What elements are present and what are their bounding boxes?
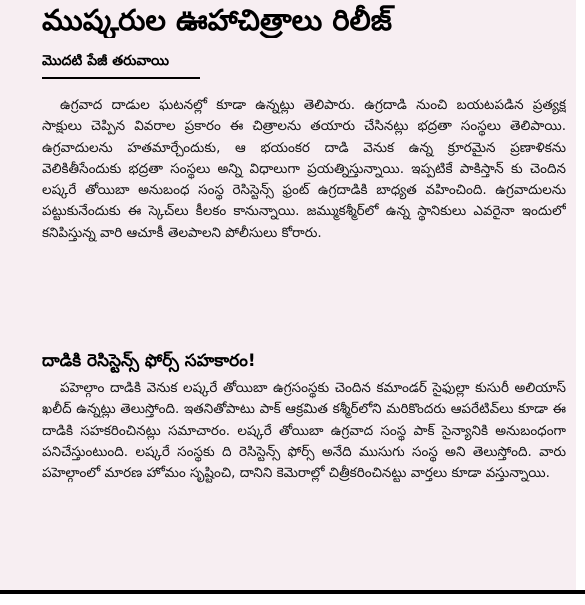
headline: ముష్కరుల ఊహాచిత్రాలు రిలీజ్: [42, 3, 392, 37]
subheading: దాడికి రెసిస్టెన్స్ ఫోర్స్ సహకారం!: [42, 351, 256, 371]
bottom-margin: [0, 594, 585, 605]
clipping-right-margin: [576, 0, 585, 590]
article-paragraph-2: పహెల్గాం దాడికి వెనుక లష్కరే తోయిబా ఉగ్రసంస్థకు చెందిన కమాండర్ సైఫుల్లా కుసురీ అలియాస్ ఖలీద్ ఉన్నట్లు తెలుస్తోంది. ఇతనితోపాటు పాక్ ఆక్రమిత కశ్మీర్‌లోని మరికొందరు ఆపరేటివ్‌లు కూడా ఈ దాడికి సహకరించినట్లు సమాచారం. లష్కరే తోయిబా ఉగ్రవాద సంస్థ పాక్ సైన్యానికి అనుబంధంగా పనిచేస్తుంటుంది. లష్కరే సంస్థకు ది రెసిస్టెన్స్ ఫోర్స్ అనేది ముసుగు సంస్థ అని తెలుస్తోంది. వారు పహెల్గాంలో మారణ హోమం సృష్టించి, దానిని కెమెరాల్లో చిత్రీకరించినట్టు వార్తలు కూడా వస్తున్నాయి.: [42, 380, 566, 482]
kicker-underline: [42, 77, 200, 79]
article-paragraph-1: ఉగ్రవాద దాడుల ఘటనల్లో కూడా ఉన్నట్లు తెలిపారు. ఉగ్రదాడి నుంచి బయటపడిన ప్రత్యక్ష సాక్షులు చెప్పిన వివరాల ప్రకారం ఈ చిత్రాలను తయారు చేసినట్లు భద్రతా సంస్థలు తెలిపాయి. ఉగ్రవాదులను హతమార్చేందుకు, ఆ భయంకర దాడి వెనుక ఉన్న క్రూరమైన ప్రణాళికను వెలికితీసేందుకు భద్రతా సంస్థలు అన్ని విధాలుగా ప్రయత్నిస్తున్నాయి. ఇప్పటికే పాకిస్తాన్ కు చెందిన లష్కరే తోయిబా అనుబంధ సంస్థ రెసిస్టెన్స్ ఫ్రంట్ ఉగ్రదాడికి బాధ్యత వహించింది. ఉగ్రవాదులను పట్టుకునేందుకు ఈ స్కెచ్‌లు కీలకం కానున్నాయి. జమ్ముకశ్మీర్‌లో ఉన్న స్థానికులు ఎవరైనా ఇందులో కనిపిస్తున్న వారి ఆచూకీ తెలపాలని పోలీసులు కోరారు.: [42, 97, 566, 241]
continued-from-front-page-label: మొదటి పేజీ తరువాయి: [42, 53, 169, 69]
